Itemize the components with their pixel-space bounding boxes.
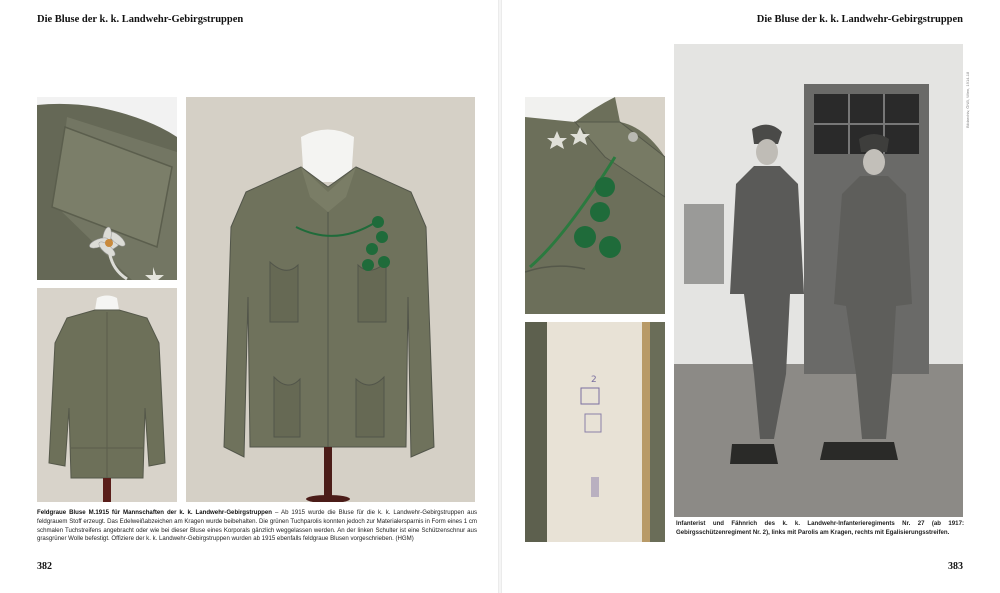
photo-lining-stamp	[525, 322, 665, 542]
photo-historical-soldiers	[674, 44, 963, 517]
photo-blouse-front	[186, 97, 475, 502]
svg-text:2: 2	[591, 375, 597, 385]
caption-left-body: – Ab 1915 wurde die Bluse für die k. k. Landwehr-Gebirgstruppen aus feldgrauem Stoff erzeugt. Das Edelweißabzeichen am Kragen wurde beibehalten. Die grünen Tuchparolis konnten jedoch zur Materialersparnis in Form eines 1 cm schmalen Tuchstreifens angebracht oder wie bei dieser Bluse eines Korporals gänzlich weggelassen werden. An der linken Schulter ist eine Schützenschnur aus grasgrüner Wolle befestigt. Offiziere der k. k. Landwehr-Gebirgstruppen wurden ab 1915 ebenfalls feldgraue Blusen vorgeschrieben. (HGM)	[37, 509, 478, 543]
caption-right: Infanterist und Fähnrich des k. k. Landwehr-Infanterieregiments Nr. 27 (ab 1917: Gebirgsschützenregiment Nr. 2), links mit Parolis am Kragen, rechts mit Egalisierungsstreifen.	[676, 520, 964, 536]
gutter	[498, 0, 502, 593]
caption-left	[37, 509, 477, 544]
photo-collar-edelweiss	[37, 97, 177, 280]
page-number-right: 383	[948, 561, 963, 572]
photo-blouse-back	[37, 288, 177, 502]
page-number-left: 382	[37, 561, 52, 572]
running-head-left: Die Bluse der k. k. Landwehr-Gebirgstruppen	[37, 14, 244, 25]
photo-credit: Bildarchiv, ÖNB, Wien, 1914-18	[965, 71, 970, 128]
running-head-right: Die Bluse der k. k. Landwehr-Gebirgstruppen	[756, 14, 963, 25]
photo-shoulder-cord	[525, 97, 665, 314]
caption-left-title: Feldgraue Bluse M.1915 für Mannschaften der k. k. Landwehr-Gebirgstruppen	[37, 509, 273, 516]
